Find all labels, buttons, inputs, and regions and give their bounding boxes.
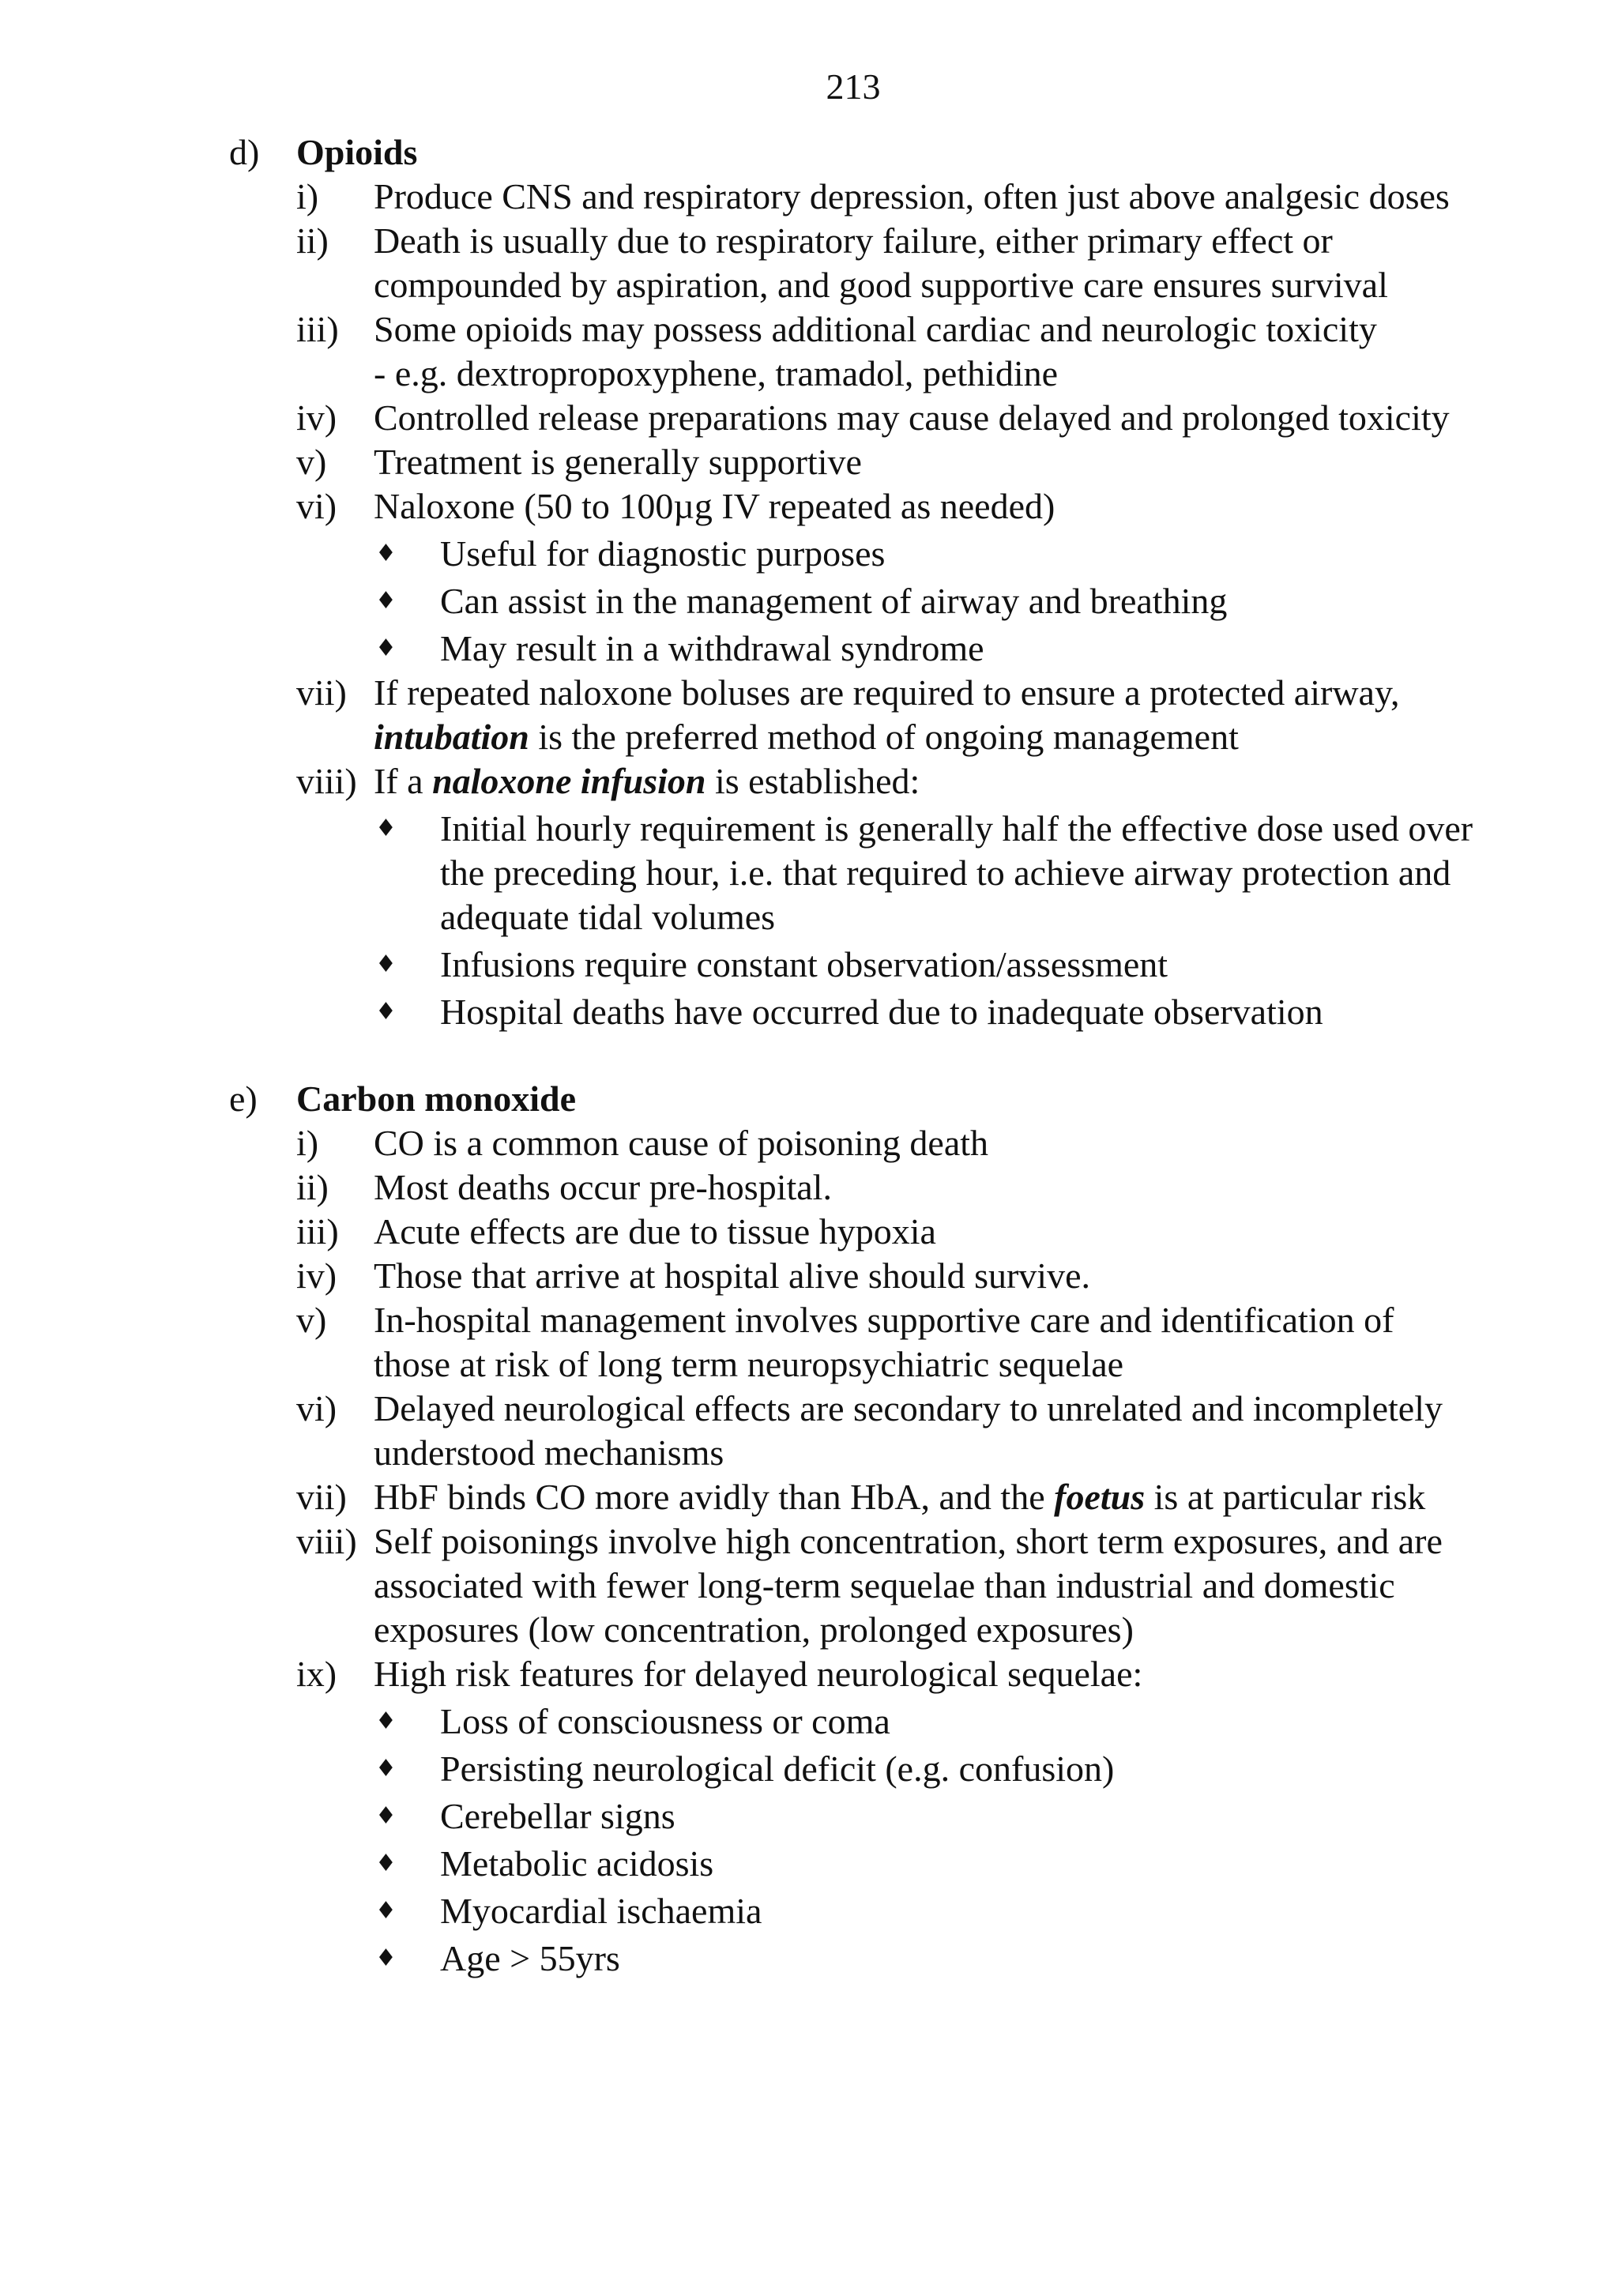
section-opioids [229,130,1572,1034]
item-number: viii) [296,761,357,801]
item-number: iv) [296,397,337,438]
list-item [229,759,1572,1034]
bullet-text: Useful for diagnostic purposes [440,533,886,574]
item-line: understood mechanisms [374,1432,724,1473]
bullet-list [374,532,1567,671]
item-text-post: is at particular risk [1145,1477,1426,1517]
bullet-list [374,807,1567,1034]
list-item [229,1254,1572,1298]
section-letter: d) [229,132,260,172]
item-text [374,1519,1567,1652]
diamond-bullet-icon: ♦ [375,950,397,978]
bullet-item [374,579,1567,623]
item-text: Those that arrive at hospital alive should survive. [374,1255,1090,1296]
item-line: Self poisonings involve high concentration, short term exposures, and are [374,1521,1443,1561]
bullet-line: the preceding hour, i.e. that required to achieve airway protection and [440,853,1451,893]
diamond-bullet-icon: ♦ [375,1850,397,1877]
item-number: vii) [296,1477,347,1517]
bullet-text: Metabolic acidosis [440,1843,714,1884]
diamond-bullet-icon: ♦ [375,815,397,842]
bullet-text: Myocardial ischaemia [440,1891,762,1931]
page-number: 213 [826,66,881,107]
item-text [374,219,1567,307]
bullet-item [374,1842,1567,1886]
section-letter: e) [229,1078,258,1119]
item-number: iii) [296,1211,339,1252]
list-item [229,175,1572,219]
item-number: v) [296,442,327,482]
bullet-text: Can assist in the management of airway and breathing [440,581,1228,621]
item-text-pre: If a [374,761,433,801]
bullet-item [374,807,1567,939]
list-item [229,1387,1572,1475]
item-line: If repeated naloxone boluses are required to ensure a protected airway, [374,672,1400,713]
bullet-text: Hospital deaths have occurred due to inadequate observation [440,992,1323,1032]
emphasis-text: intubation [374,717,529,757]
item-line: compounded by aspiration, and good supportive care ensures survival [374,265,1388,305]
item-number: v) [296,1300,327,1340]
list-item [229,1210,1572,1254]
bullet-text: Loss of consciousness or coma [440,1701,890,1741]
bullet-text: Infusions require constant observation/assessment [440,944,1168,984]
emphasis-text: foetus [1054,1477,1146,1517]
item-line: - e.g. dextropropoxyphene, tramadol, pethidine [374,353,1059,393]
bullet-item [374,943,1567,987]
item-text: Treatment is generally supportive [374,442,862,482]
section-title: Carbon monoxide [296,1078,576,1119]
bullet-item [374,1747,1567,1791]
list-item [229,1165,1572,1210]
bullet-item [374,990,1567,1034]
bullet-item [374,1889,1567,1933]
item-line: associated with fewer long-term sequelae than industrial and domestic [374,1565,1395,1605]
item-text [374,1475,1567,1519]
section-carbon-monoxide [229,1077,1572,1981]
diamond-bullet-icon: ♦ [375,1755,397,1782]
item-text: Naloxone (50 to 100µg IV repeated as needed) [374,486,1055,526]
item-line: In-hospital management involves supportive care and identification of [374,1300,1394,1340]
item-number: ii) [296,1167,329,1207]
diamond-bullet-icon: ♦ [375,634,397,662]
item-text-pre: HbF binds CO more avidly than HbA, and the [374,1477,1055,1517]
item-text-post: is established: [706,761,920,801]
list-item [229,396,1572,440]
bullet-item [374,532,1567,576]
item-text: Most deaths occur pre-hospital. [374,1167,832,1207]
bullet-text: Cerebellar signs [440,1796,675,1836]
item-number: ix) [296,1654,337,1694]
item-text: Controlled release preparations may cause delayed and prolonged toxicity [374,397,1450,438]
item-line-text: is the preferred method of ongoing management [529,717,1239,757]
item-number: iii) [296,309,339,349]
diamond-bullet-icon: ♦ [375,998,397,1026]
list-item [229,1652,1572,1981]
item-text: Acute effects are due to tissue hypoxia [374,1211,936,1252]
bullet-line: adequate tidal volumes [440,897,776,937]
diamond-bullet-icon: ♦ [375,540,397,567]
bullet-line: Initial hourly requirement is generally half the effective dose used over [440,808,1473,849]
item-line: Delayed neurological effects are secondary to unrelated and incompletely [374,1388,1443,1428]
section-title: Opioids [296,132,418,172]
item-text [374,1298,1567,1387]
bullet-item [374,1937,1567,1981]
bullet-item [374,627,1567,671]
item-text: Produce CNS and respiratory depression, often just above analgesic doses [374,176,1450,216]
item-text [374,307,1567,396]
item-line [374,715,1567,759]
item-line: those at risk of long term neuropsychiatric sequelae [374,1344,1124,1384]
list-item [229,440,1572,484]
item-text [374,1387,1567,1475]
emphasis-text: naloxone infusion [432,761,706,801]
item-text [374,671,1567,759]
item-number: vi) [296,1388,337,1428]
bullet-list [374,1699,1567,1981]
list-item [229,1475,1572,1519]
list-item [229,1121,1572,1165]
item-line: Death is usually due to respiratory failure, either primary effect or [374,220,1333,261]
section-heading [229,130,1572,175]
item-number: ii) [296,220,329,261]
item-line: Some opioids may possess additional cardiac and neurologic toxicity [374,309,1377,349]
bullet-text: May result in a withdrawal syndrome [440,628,984,668]
item-text [374,759,1567,804]
bullet-text: Age > 55yrs [440,1938,620,1978]
item-number: i) [296,1123,319,1163]
item-number: vi) [296,486,337,526]
list-item [229,307,1572,396]
diamond-bullet-icon: ♦ [375,1802,397,1830]
list-item [229,219,1572,307]
item-number: i) [296,176,319,216]
diamond-bullet-icon: ♦ [375,1707,397,1735]
list-item [229,671,1572,759]
item-line: exposures (low concentration, prolonged exposures) [374,1609,1134,1650]
item-number: vii) [296,672,347,713]
diamond-bullet-icon: ♦ [375,587,397,615]
list-item [229,484,1572,671]
item-number: viii) [296,1521,357,1561]
bullet-text [440,807,1546,939]
section-heading [229,1077,1572,1121]
item-text: High risk features for delayed neurological sequelae: [374,1654,1143,1694]
bullet-item [374,1794,1567,1839]
diamond-bullet-icon: ♦ [375,1944,397,1972]
bullet-item [374,1699,1567,1744]
bullet-text: Persisting neurological deficit (e.g. confusion) [440,1748,1115,1789]
item-number: iv) [296,1255,337,1296]
diamond-bullet-icon: ♦ [375,1897,397,1925]
item-text: CO is a common cause of poisoning death [374,1123,989,1163]
list-item [229,1298,1572,1387]
list-item [229,1519,1572,1652]
